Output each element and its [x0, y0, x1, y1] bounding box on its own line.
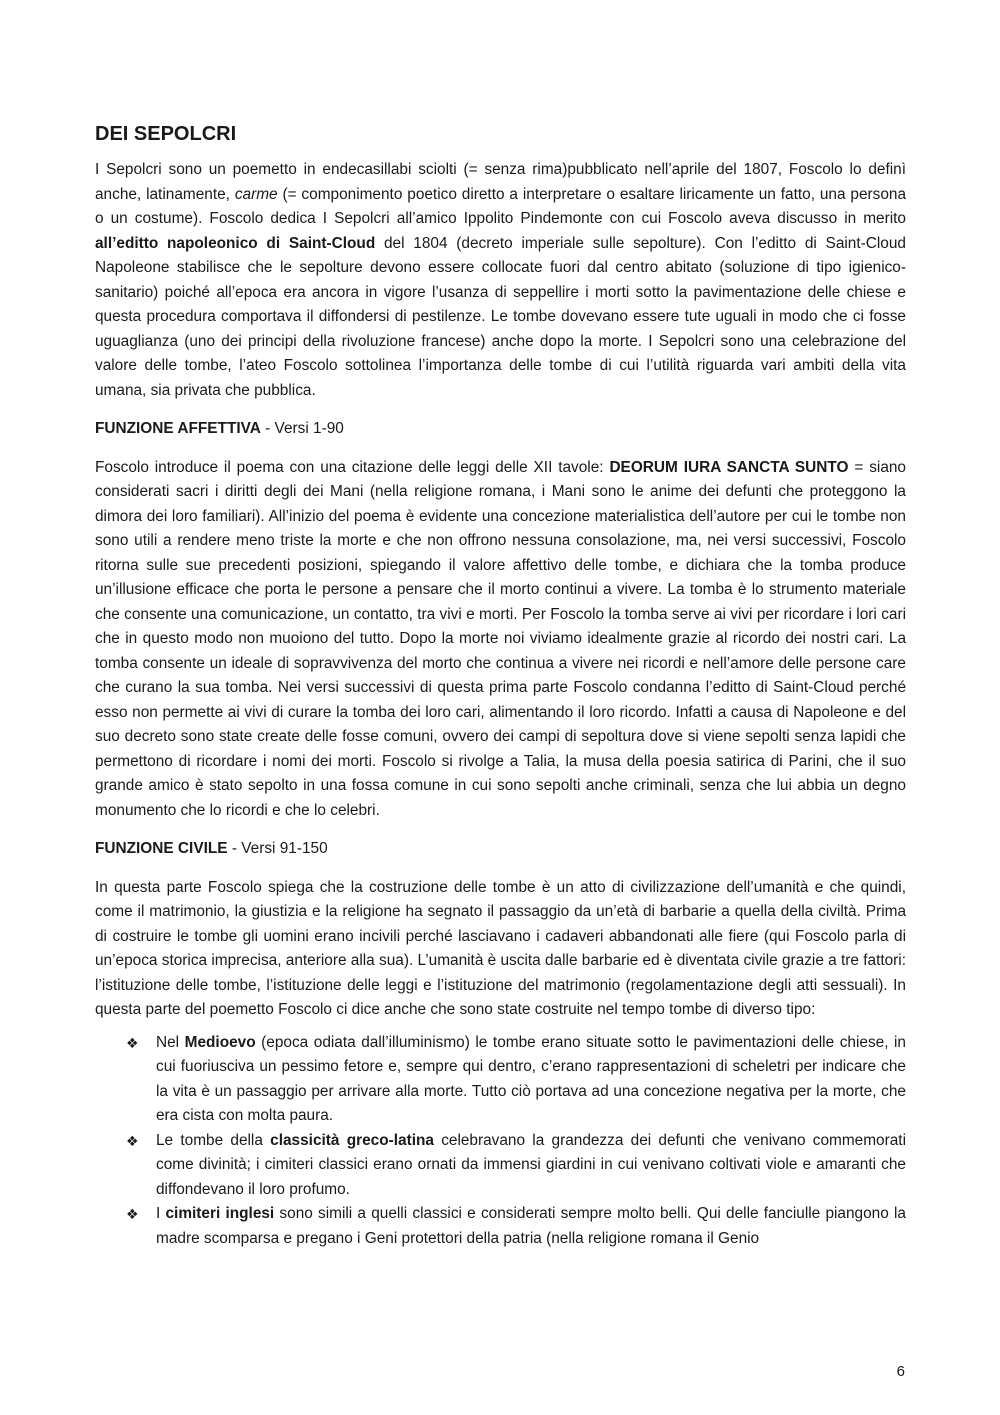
- diamond-bullet-icon: ❖: [126, 1132, 139, 1149]
- intro-bold-term: all’editto napoleonico di Saint-Cloud: [95, 234, 376, 252]
- civile-paragraph: In questa parte Foscolo spiega che la costruzione delle tombe è un atto di civilizzazione dell’umanità e che quindi, come il matrimonio, la giustizia e la religione ha segnato il passaggio da un’età di barbarie a quella della civiltà. Prima di costruire le tombe gli uomini erano incivili perché lasciavano i cadaveri abbandonati alle fiere (qui Foscolo parla di un’epoca storica imprecisa, anteriore alla sua). L’umanità è uscita dalle barbarie ed è diventata civile grazie a tre fattori: l’istituzione delle tombe, l’istituzione delle leggi e l’istituzione del matrimonio (regolamentazione degli atti sessuali). In questa parte del poemetto Foscolo ci dice anche che sono state costruite nel tempo tombe di diverso tipo:: [95, 878, 907, 1018]
- affettiva-text-1: Foscolo introduce il poema con una citazione delle leggi delle XII tavole:: [95, 458, 610, 476]
- list-item-text-pre: Le tombe della: [156, 1131, 271, 1149]
- intro-text-2: (= componimento poetico diretto a interpretare o esaltare liricamente un fatto, una persona o un costume). Foscolo dedica I Sepolcri all’amico Ippolito Pindemonte con cui Foscolo aveva discusso in merito: [95, 185, 907, 227]
- affettiva-bold-quote: DEORUM IURA SANCTA SUNTO: [609, 458, 849, 476]
- section-heading-subtitle: - Versi 1-90: [260, 420, 344, 437]
- section-heading-affettiva: [95, 417, 906, 442]
- list-item-text-pre: I: [156, 1205, 166, 1222]
- section-heading-civile: [95, 837, 906, 862]
- list-item-text-post: (epoca odiata dall’illuminismo) le tombe erano situate sotto le pavimentazioni delle chiese, in cui fuoriusciva un pessimo fetore e, sempre qui dentro, c’erano rappresentazioni di scheletri per indicare che la vita è un passaggio per arrivare alla morte. Tutto ciò portava ad una concezione negativa per la morte, che era cista con molta paura.: [156, 1033, 906, 1124]
- list-item-bold: classicità greco-latina: [270, 1131, 434, 1149]
- page-number: 6: [896, 1363, 905, 1380]
- section-heading-subtitle: - Versi 91-150: [227, 840, 328, 857]
- intro-text-1: I Sepolcri sono un poemetto in endecasillabi sciolti (= senza rima)pubblicato nell’aprile del 1807, Foscolo lo definì anche, latinamente,: [95, 161, 906, 203]
- list-item-text-post: sono simili a quelli classici e considerati sempre molto belli. Qui delle fanciulle piangono la madre scomparsa e pregano i Geni protettori della patria (nella religione romana il Genio: [156, 1205, 906, 1247]
- list-item: [95, 1031, 906, 1129]
- document-title: DEI SEPOLCRI: [95, 123, 237, 145]
- affettiva-text-2: = siano considerati sacri i diritti degli dei Mani (nella religione romana, i Mani sono le anime dei defunti che proteggono la dimora dei loro familiari). All’inizio del poema è evidente una concezione materialistica dell’autore per cui le tombe non sono utili a rendere meno triste la morte e che non offrono nessuna consolazione, ma, nei versi successivi, Foscolo ritorna sulle sue precedenti posizioni, spiegando il valore affettivo delle tombe, e dichiara che la tomba produce un’illusione efficace che porta le persone a pensare che il morto continui a vivere. La tomba è lo strumento materiale che consente una comunicazione, un contatto, tra vivi e morti. Per Foscolo la tomba serve ai vivi per ricordare i lori cari che in questo modo non muoiono del tutto. Dopo la morte noi viviamo idealmente grazie al ricordo dei nostri cari. La tomba consente un ideale di sopravvivenza del morto che continua a vivere nei ricordi e nell’amore delle persone care che curano la sua tomba. Nei versi successivi di questa prima parte Foscolo condanna l’editto di Saint-Cloud perché esso non permette ai vivi di curare la tomba dei loro cari, alimentando il loro ricordo. Infatti a causa di Napoleone e del suo decreto sono state create delle fosse comuni, ovvero dei campi di sepoltura dove si viene sepolti senza lapidi che permettono di ricordare i nomi dei morti. Foscolo si rivolge a Talia, la musa della poesia satirica di Parini, che il suo grande amico è stato sepolto in una fossa comune in cui sono sepolti anche criminali, senza che lui abbia un degno monumento che lo ricordi e che lo celebri.: [95, 458, 906, 819]
- intro-text-3: del 1804 (decreto imperiale sulle sepolture). Con l’editto di Saint-Cloud Napoleone stabilisce che le sepolture devono essere collocate fuori dal centro abitato (soluzione di tipo igienico-sanitario) poiché all’epoca era ancora in vigore l’usanza di seppellire i morti sotto la pavimentazione delle chiese e questa procedura comportava il diffondersi di pestilenze. Le tombe dovevano essere tute uguali in modo che ci fosse uguaglianza (uno dei principi della rivoluzione francese) anche dopo la morte. I Sepolcri sono una celebrazione del valore delle tombe, l’ateo Foscolo sottolinea l’importanza delle tombe di cui l’utilità riguarda vari ambiti della vita umana, sia privata che pubblica.: [95, 234, 906, 399]
- list-item-text-pre: Nel: [156, 1033, 185, 1051]
- diamond-bullet-icon: ❖: [126, 1206, 139, 1222]
- list-item-text-post: celebravano la grandezza dei defunti che venivano commemorati come divinità; i cimiteri classici erano ornati da immensi giardini in cui venivano coltivati viole e amaranti che diffondevano il loro profumo.: [156, 1131, 906, 1198]
- affettiva-paragraph: [95, 456, 906, 824]
- document-page: [95, 110, 906, 1251]
- section-heading-label: FUNZIONE CIVILE: [95, 840, 228, 857]
- list-item-bold: Medioevo: [184, 1033, 256, 1051]
- tomb-types-list: [95, 1031, 906, 1252]
- list-item: [95, 1202, 906, 1251]
- section-heading-label: FUNZIONE AFFETTIVA: [95, 420, 261, 437]
- intro-paragraph: [95, 158, 906, 403]
- list-item-bold: cimiteri inglesi: [165, 1205, 275, 1222]
- intro-italic-term: carme: [234, 185, 278, 203]
- list-item: [95, 1129, 906, 1203]
- diamond-bullet-icon: ❖: [126, 1034, 139, 1051]
